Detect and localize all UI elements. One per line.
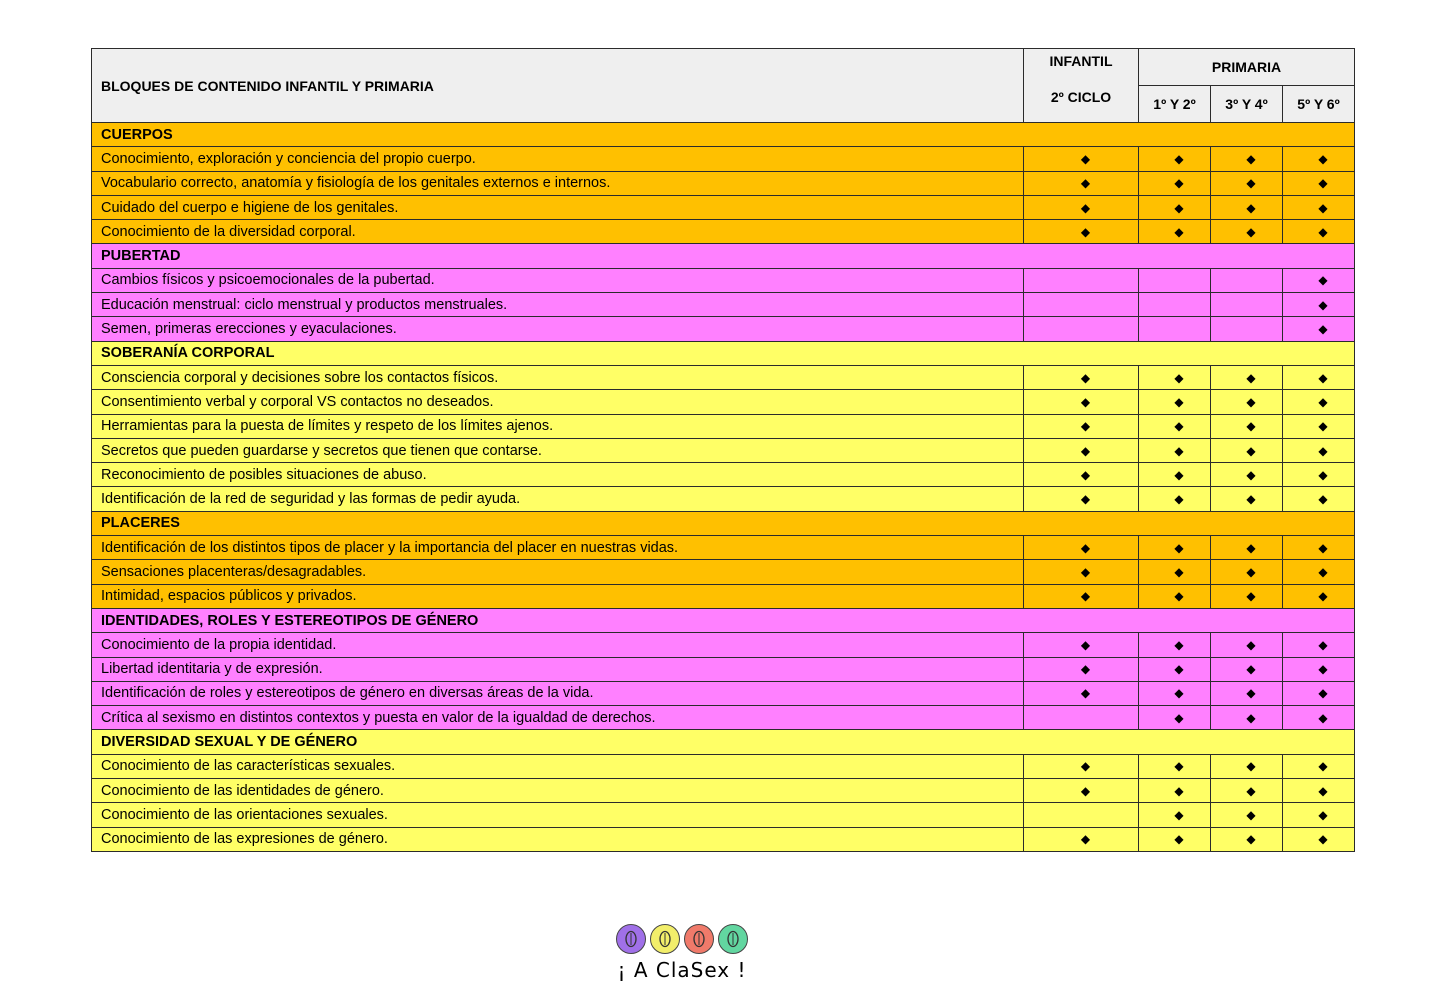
aclasex-logo: [612, 924, 752, 994]
row-label: Vocabulario correcto, anatomía y fisiología de los genitales externos e internos.: [92, 171, 1024, 195]
row-label: Conocimiento de la diversidad corporal.: [92, 220, 1024, 244]
diamond-mark-icon: ◆: [1211, 584, 1283, 608]
diamond-mark-icon: ◆: [1024, 657, 1139, 681]
row-label: Crítica al sexismo en distintos contextos y puesta en valor de la igualdad de derechos.: [92, 706, 1024, 730]
diamond-mark-icon: ◆: [1211, 195, 1283, 219]
logo-circle-icon: [650, 924, 680, 954]
section-title: DIVERSIDAD SEXUAL Y DE GÉNERO: [92, 730, 1355, 754]
table-row: [92, 463, 1355, 487]
diamond-mark-icon: ◆: [1024, 779, 1139, 803]
row-label: Conocimiento de las expresiones de género.: [92, 827, 1024, 851]
diamond-mark-icon: ◆: [1283, 536, 1355, 560]
diamond-mark-icon: ◆: [1024, 220, 1139, 244]
logo-circle-icon: [718, 924, 748, 954]
diamond-mark-icon: ◆: [1283, 487, 1355, 511]
empty-mark-cell: [1139, 293, 1211, 317]
diamond-mark-icon: ◆: [1283, 827, 1355, 851]
diamond-mark-icon: ◆: [1211, 365, 1283, 389]
table-row: [92, 681, 1355, 705]
table-row: [92, 536, 1355, 560]
diamond-mark-icon: ◆: [1139, 147, 1211, 171]
diamond-mark-icon: ◆: [1211, 463, 1283, 487]
diamond-mark-icon: ◆: [1139, 827, 1211, 851]
row-label: Herramientas para la puesta de límites y respeto de los límites ajenos.: [92, 414, 1024, 438]
row-label: Cambios físicos y psicoemocionales de la pubertad.: [92, 268, 1024, 292]
table-row: [92, 268, 1355, 292]
diamond-mark-icon: ◆: [1024, 754, 1139, 778]
diamond-mark-icon: ◆: [1024, 463, 1139, 487]
diamond-mark-icon: ◆: [1139, 633, 1211, 657]
row-label: Cuidado del cuerpo e higiene de los genitales.: [92, 195, 1024, 219]
diamond-mark-icon: ◆: [1139, 779, 1211, 803]
row-label: Identificación de los distintos tipos de placer y la importancia del placer en nuestras vidas.: [92, 536, 1024, 560]
row-label: Identificación de la red de seguridad y las formas de pedir ayuda.: [92, 487, 1024, 511]
diamond-mark-icon: ◆: [1139, 171, 1211, 195]
diamond-mark-icon: ◆: [1024, 560, 1139, 584]
row-label: Identificación de roles y estereotipos de género en diversas áreas de la vida.: [92, 681, 1024, 705]
diamond-mark-icon: ◆: [1024, 827, 1139, 851]
diamond-mark-icon: ◆: [1024, 365, 1139, 389]
row-label: Conocimiento de las orientaciones sexuales.: [92, 803, 1024, 827]
diamond-mark-icon: ◆: [1024, 414, 1139, 438]
empty-mark-cell: [1211, 293, 1283, 317]
row-label: Reconocimiento de posibles situaciones de abuso.: [92, 463, 1024, 487]
logo-text: ¡ A ClaSex !: [617, 958, 747, 982]
diamond-mark-icon: ◆: [1024, 147, 1139, 171]
section-row: [92, 730, 1355, 754]
diamond-mark-icon: ◆: [1283, 293, 1355, 317]
table-row: [92, 827, 1355, 851]
diamond-mark-icon: ◆: [1283, 779, 1355, 803]
empty-mark-cell: [1024, 293, 1139, 317]
diamond-mark-icon: ◆: [1139, 463, 1211, 487]
empty-mark-cell: [1211, 317, 1283, 341]
diamond-mark-icon: ◆: [1024, 438, 1139, 462]
diamond-mark-icon: ◆: [1139, 803, 1211, 827]
section-row: [92, 244, 1355, 268]
table-row: [92, 293, 1355, 317]
row-label: Conocimiento de la propia identidad.: [92, 633, 1024, 657]
diamond-mark-icon: ◆: [1211, 754, 1283, 778]
diamond-mark-icon: ◆: [1024, 390, 1139, 414]
table-row: [92, 414, 1355, 438]
diamond-mark-icon: ◆: [1283, 706, 1355, 730]
diamond-mark-icon: ◆: [1283, 195, 1355, 219]
diamond-mark-icon: ◆: [1283, 584, 1355, 608]
section-row: [92, 341, 1355, 365]
col-5-6: 5º Y 6º: [1283, 86, 1355, 123]
diamond-mark-icon: ◆: [1139, 195, 1211, 219]
diamond-mark-icon: ◆: [1139, 365, 1211, 389]
diamond-mark-icon: ◆: [1024, 195, 1139, 219]
diamond-mark-icon: ◆: [1139, 438, 1211, 462]
diamond-mark-icon: ◆: [1139, 681, 1211, 705]
table-row: [92, 754, 1355, 778]
empty-mark-cell: [1139, 268, 1211, 292]
row-label: Consentimiento verbal y corporal VS contactos no deseados.: [92, 390, 1024, 414]
table-row: [92, 803, 1355, 827]
row-label: Sensaciones placenteras/desagradables.: [92, 560, 1024, 584]
table-row: [92, 657, 1355, 681]
diamond-mark-icon: ◆: [1024, 536, 1139, 560]
row-label: Consciencia corporal y decisiones sobre los contactos físicos.: [92, 365, 1024, 389]
diamond-mark-icon: ◆: [1211, 438, 1283, 462]
empty-mark-cell: [1024, 317, 1139, 341]
col-1-2: 1º Y 2º: [1139, 86, 1211, 123]
diamond-mark-icon: ◆: [1283, 147, 1355, 171]
diamond-mark-icon: ◆: [1024, 584, 1139, 608]
diamond-mark-icon: ◆: [1283, 463, 1355, 487]
diamond-mark-icon: ◆: [1139, 584, 1211, 608]
diamond-mark-icon: ◆: [1211, 681, 1283, 705]
diamond-mark-icon: ◆: [1211, 390, 1283, 414]
section-title: IDENTIDADES, ROLES Y ESTEREOTIPOS DE GÉNERO: [92, 608, 1355, 632]
section-title: CUERPOS: [92, 123, 1355, 147]
diamond-mark-icon: ◆: [1211, 536, 1283, 560]
row-label: Conocimiento de las identidades de género.: [92, 779, 1024, 803]
empty-mark-cell: [1024, 268, 1139, 292]
diamond-mark-icon: ◆: [1283, 754, 1355, 778]
diamond-mark-icon: ◆: [1283, 220, 1355, 244]
row-label: Conocimiento, exploración y conciencia del propio cuerpo.: [92, 147, 1024, 171]
table-row: [92, 584, 1355, 608]
diamond-mark-icon: ◆: [1211, 171, 1283, 195]
table-row: [92, 317, 1355, 341]
empty-mark-cell: [1024, 706, 1139, 730]
logo-circle-icon: [616, 924, 646, 954]
table-row: [92, 633, 1355, 657]
table-row: [92, 706, 1355, 730]
section-row: [92, 608, 1355, 632]
diamond-mark-icon: ◆: [1211, 706, 1283, 730]
table-row: [92, 438, 1355, 462]
table-row: [92, 560, 1355, 584]
row-label: Educación menstrual: ciclo menstrual y productos menstruales.: [92, 293, 1024, 317]
diamond-mark-icon: ◆: [1283, 560, 1355, 584]
diamond-mark-icon: ◆: [1283, 657, 1355, 681]
table-title: BLOQUES DE CONTENIDO INFANTIL Y PRIMARIA: [92, 49, 1024, 123]
table-row: [92, 220, 1355, 244]
diamond-mark-icon: ◆: [1139, 560, 1211, 584]
diamond-mark-icon: ◆: [1283, 171, 1355, 195]
diamond-mark-icon: ◆: [1139, 536, 1211, 560]
section-row: [92, 123, 1355, 147]
diamond-mark-icon: ◆: [1283, 317, 1355, 341]
table-row: [92, 779, 1355, 803]
row-label: Secretos que pueden guardarse y secretos que tienen que contarse.: [92, 438, 1024, 462]
col-3-4: 3º Y 4º: [1211, 86, 1283, 123]
table-row: [92, 147, 1355, 171]
primaria-header: PRIMARIA: [1139, 49, 1355, 86]
infantil-cycle: 2º CICLO: [1050, 89, 1112, 105]
infantil-label: INFANTIL: [1049, 53, 1113, 69]
table-row: [92, 171, 1355, 195]
diamond-mark-icon: ◆: [1283, 681, 1355, 705]
table-row: [92, 365, 1355, 389]
diamond-mark-icon: ◆: [1139, 414, 1211, 438]
content-blocks-table: [91, 48, 1355, 852]
diamond-mark-icon: ◆: [1283, 633, 1355, 657]
empty-mark-cell: [1211, 268, 1283, 292]
table-row: [92, 390, 1355, 414]
diamond-mark-icon: ◆: [1211, 827, 1283, 851]
row-label: Semen, primeras erecciones y eyaculaciones.: [92, 317, 1024, 341]
section-title: PUBERTAD: [92, 244, 1355, 268]
diamond-mark-icon: ◆: [1283, 365, 1355, 389]
diamond-mark-icon: ◆: [1139, 754, 1211, 778]
row-label: Libertad identitaria y de expresión.: [92, 657, 1024, 681]
diamond-mark-icon: ◆: [1211, 220, 1283, 244]
infantil-header: [1024, 49, 1139, 123]
diamond-mark-icon: ◆: [1283, 414, 1355, 438]
diamond-mark-icon: ◆: [1283, 268, 1355, 292]
diamond-mark-icon: ◆: [1211, 633, 1283, 657]
section-title: SOBERANÍA CORPORAL: [92, 341, 1355, 365]
row-label: Intimidad, espacios públicos y privados.: [92, 584, 1024, 608]
diamond-mark-icon: ◆: [1283, 438, 1355, 462]
diamond-mark-icon: ◆: [1024, 171, 1139, 195]
section-row: [92, 511, 1355, 535]
section-title: PLACERES: [92, 511, 1355, 535]
empty-mark-cell: [1024, 803, 1139, 827]
diamond-mark-icon: ◆: [1211, 560, 1283, 584]
diamond-mark-icon: ◆: [1139, 220, 1211, 244]
diamond-mark-icon: ◆: [1211, 147, 1283, 171]
diamond-mark-icon: ◆: [1024, 633, 1139, 657]
diamond-mark-icon: ◆: [1024, 681, 1139, 705]
diamond-mark-icon: ◆: [1211, 487, 1283, 511]
diamond-mark-icon: ◆: [1211, 414, 1283, 438]
diamond-mark-icon: ◆: [1211, 779, 1283, 803]
diamond-mark-icon: ◆: [1139, 657, 1211, 681]
diamond-mark-icon: ◆: [1211, 803, 1283, 827]
diamond-mark-icon: ◆: [1024, 487, 1139, 511]
diamond-mark-icon: ◆: [1139, 487, 1211, 511]
diamond-mark-icon: ◆: [1211, 657, 1283, 681]
diamond-mark-icon: ◆: [1283, 803, 1355, 827]
empty-mark-cell: [1139, 317, 1211, 341]
diamond-mark-icon: ◆: [1283, 390, 1355, 414]
table-row: [92, 487, 1355, 511]
table-row: [92, 195, 1355, 219]
diamond-mark-icon: ◆: [1139, 390, 1211, 414]
diamond-mark-icon: ◆: [1139, 706, 1211, 730]
row-label: Conocimiento de las características sexuales.: [92, 754, 1024, 778]
logo-circle-icon: [684, 924, 714, 954]
